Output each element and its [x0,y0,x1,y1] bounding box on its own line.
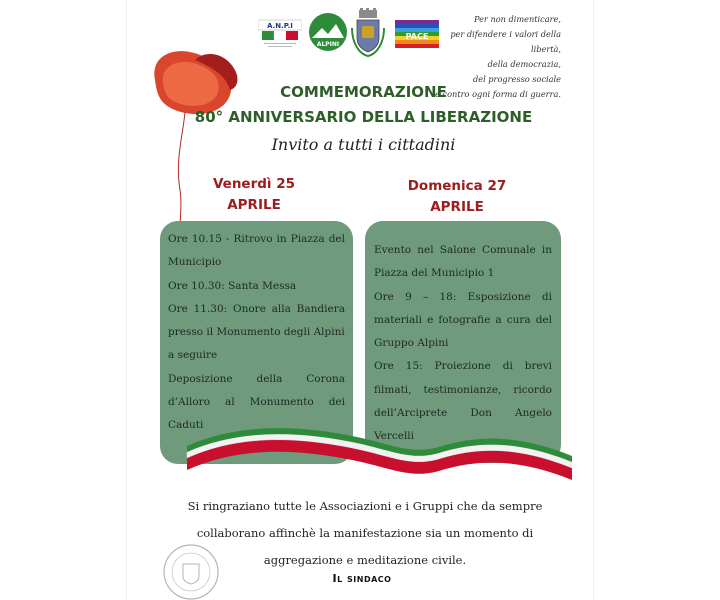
invitation-subtitle: Invito a tutti i cittadini [271,135,456,154]
program-item: Ore 11.30: Onore alla Bandiera presso il Monumento degli Alpini [168,302,345,339]
thanks-message [177,493,553,574]
anpi-logo-text: A.N.P.I [267,22,293,30]
motto-line: e contro ogni forma di guerra. [435,89,561,99]
sunday-heading [367,176,547,218]
friday-day: Venerdì 25 [212,176,296,192]
program-item: Ore 10.30: Santa Messa [168,279,297,292]
municipal-crest-icon [349,8,387,58]
motto-line: del progresso sociale [472,74,561,84]
sunday-month: APRILE [430,199,484,215]
program-item: a seguire [168,349,218,362]
motto-line: della democrazia, [487,59,561,69]
thanks-line: Si ringraziano tutte le Associazioni e i Gruppi che da sempre [187,499,543,513]
pace-flag-text: PACE [405,32,429,41]
program-item: Ore 10.15 - Ritrovo in Piazza del Municipio [168,233,345,269]
friday-heading [179,174,329,216]
sunday-program-panel [365,221,561,463]
municipal-stamp-icon [157,540,225,600]
program-item: Evento nel Salone Comunale in Piazza del Municipio 1 [374,244,552,280]
friday-month: APRILE [227,197,281,213]
page-title: COMMEMORAZIONE [280,83,447,101]
program-item: Ore 15: Proiezione di brevi filmati, testimonianze, ricordo dell’Arciprete Don Angelo Vercelli [374,360,552,443]
signature: Il sindaco [332,572,392,585]
thanks-line: collaborano affinchè la manifestazione sia un momento di [196,526,534,540]
event-poster [127,0,593,600]
motto-line: per difendere i valori della libertà, [450,29,561,54]
anpi-logo [258,16,302,50]
sunday-day: Domenica 27 [407,178,507,194]
alpini-logo-text: ALPINI [316,41,340,48]
thanks-line: aggregazione e meditazione civile. [263,553,467,567]
motto-line: Per non dimenticare, [473,14,561,24]
anniversary-title: 80° ANNIVERSARIO DELLA LIBERAZIONE [194,108,533,126]
italian-flag-ribbon [182,428,574,488]
alpini-logo [308,12,348,52]
program-item: Deposizione della Corona d’Alloro al Monumento dei Caduti [168,372,345,432]
program-item: Ore 9 – 18: Esposizione di materiali e fotografie a cura del Gruppo Alpini [374,290,552,350]
